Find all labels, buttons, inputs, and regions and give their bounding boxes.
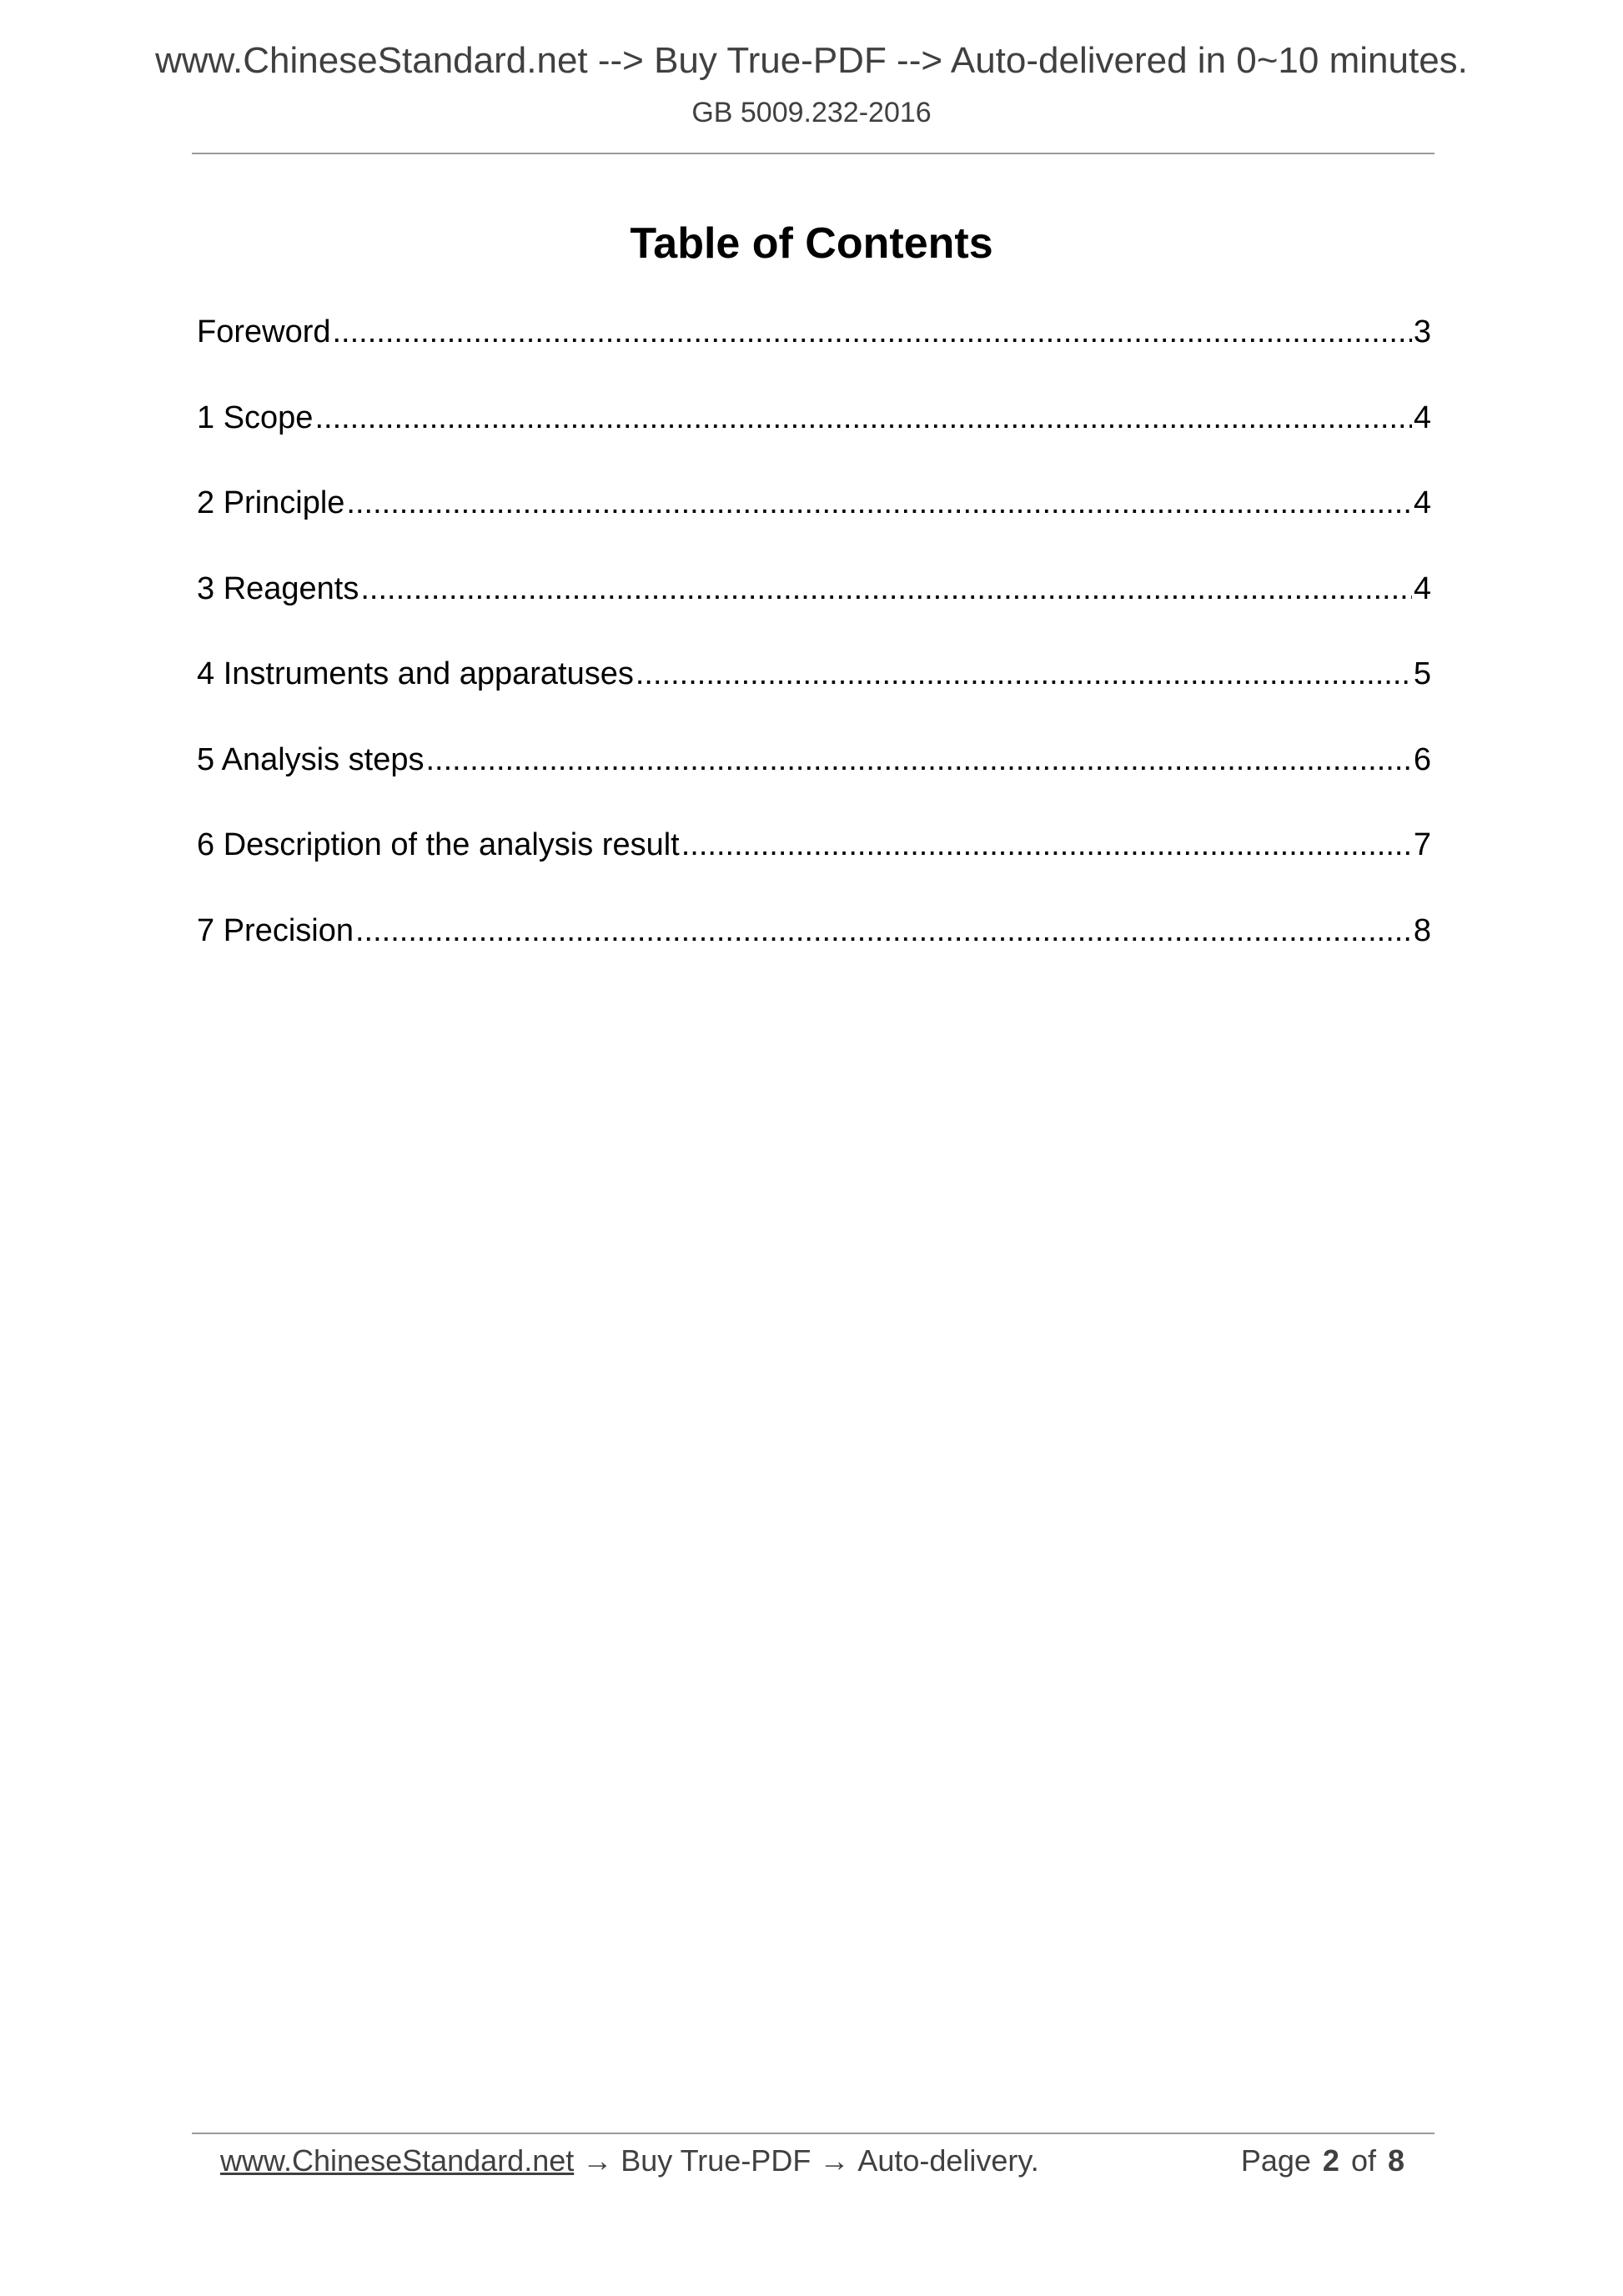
header-banner: www.ChineseStandard.net --> Buy True-PDF --> Auto-delivered in 0~10 minutes. <box>155 40 1468 81</box>
standard-code: GB 5009.232-2016 <box>691 97 932 128</box>
page-current: 2 <box>1322 2143 1339 2178</box>
toc-entry-principle[interactable] <box>197 481 1431 567</box>
page-footer <box>220 2138 1404 2184</box>
footer-buy-text: Buy True-PDF <box>621 2143 812 2178</box>
header-divider <box>192 153 1435 154</box>
dot-leader <box>346 481 1411 525</box>
toc-entry-page: 7 <box>1413 827 1431 862</box>
dot-leader <box>314 396 1411 440</box>
footer-delivery-text: Auto-delivery. <box>857 2143 1039 2178</box>
toc-entry-page: 3 <box>1413 314 1431 349</box>
toc-entry-page: 5 <box>1413 656 1431 691</box>
table-of-contents <box>197 310 1431 994</box>
page-number <box>1241 2138 1404 2184</box>
dot-leader <box>355 909 1412 952</box>
dot-leader <box>636 652 1412 696</box>
page-total: 8 <box>1387 2143 1404 2178</box>
footer-site-link[interactable]: www.ChineseStandard.net <box>220 2143 575 2178</box>
footer-promo <box>220 2138 1039 2184</box>
toc-entry-analysis-result[interactable] <box>197 823 1431 909</box>
toc-entry-page: 6 <box>1413 741 1431 777</box>
right-arrow-icon: → <box>819 2143 850 2178</box>
toc-entry-precision[interactable] <box>197 909 1431 995</box>
toc-entry-label: 2 Principle <box>197 485 345 520</box>
toc-entry-instruments[interactable] <box>197 652 1431 738</box>
toc-entry-page: 4 <box>1413 485 1431 520</box>
toc-entry-label: 3 Reagents <box>197 570 359 606</box>
page-word: Page <box>1240 2143 1311 2178</box>
toc-entry-label: Foreword <box>197 314 331 349</box>
toc-entry-page: 4 <box>1413 570 1431 606</box>
page-title: Table of Contents <box>630 219 993 268</box>
toc-entry-foreword[interactable] <box>197 310 1431 396</box>
toc-entry-page: 4 <box>1413 399 1431 435</box>
footer-divider <box>192 2133 1435 2134</box>
toc-entry-label: 4 Instruments and apparatuses <box>197 656 634 691</box>
dot-leader <box>681 823 1412 867</box>
toc-entry-label: 1 Scope <box>197 399 314 435</box>
of-word: of <box>1350 2143 1376 2178</box>
dot-leader <box>425 738 1411 781</box>
dot-leader <box>360 567 1411 610</box>
toc-entry-page: 8 <box>1413 912 1431 948</box>
toc-entry-scope[interactable] <box>197 396 1431 482</box>
dot-leader <box>333 310 1412 354</box>
toc-entry-reagents[interactable] <box>197 567 1431 653</box>
toc-entry-label: 7 Precision <box>197 912 354 948</box>
toc-entry-label: 6 Description of the analysis result <box>197 827 680 862</box>
right-arrow-icon: → <box>582 2143 613 2178</box>
toc-entry-analysis-steps[interactable] <box>197 738 1431 824</box>
toc-entry-label: 5 Analysis steps <box>197 741 425 777</box>
